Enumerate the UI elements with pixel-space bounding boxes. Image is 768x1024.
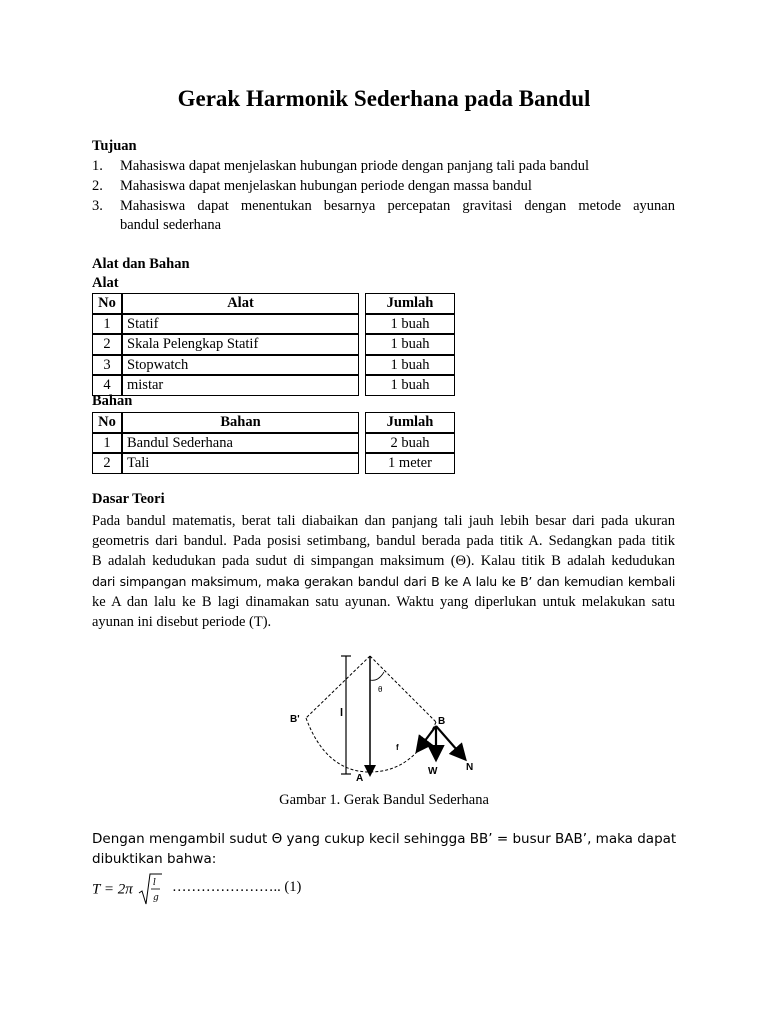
- tujuan-item-2-number: 2.: [92, 178, 103, 194]
- dasar-teori-paragraph: [92, 511, 675, 632]
- paragraph-line: dibuktikan bahwa:: [92, 851, 217, 867]
- header-no: No: [92, 293, 122, 314]
- row-no: 3: [92, 355, 122, 376]
- table-row: [92, 375, 455, 396]
- row-jumlah: 1 buah: [365, 375, 455, 396]
- header-jumlah: Jumlah: [365, 293, 455, 314]
- row-jumlah: 2 buah: [365, 433, 455, 454]
- row-bahan: Tali: [122, 453, 359, 474]
- row-no: 2: [92, 334, 122, 355]
- pendulum-diagram: [286, 650, 486, 782]
- paragraph-line: Dengan mengambil sudut Θ yang cukup kecil sehingga BB’ = busur BAB’, maka dapat: [92, 831, 677, 847]
- label-b-prime: B': [290, 714, 300, 725]
- label-n: N: [466, 762, 474, 773]
- row-no: 4: [92, 375, 122, 396]
- swing-arc: [306, 718, 436, 772]
- header-jumlah: Jumlah: [365, 412, 455, 433]
- fraction-denominator: g: [153, 893, 160, 903]
- label-w: W: [428, 766, 438, 777]
- dasar-teori-heading: Dasar Teori: [92, 491, 165, 507]
- row-jumlah: 1 meter: [365, 453, 455, 474]
- row-no: 1: [92, 433, 122, 454]
- row-no: 1: [92, 314, 122, 335]
- normal-arrow: [436, 726, 464, 758]
- table-header-row: [92, 293, 455, 314]
- table-row: [92, 433, 455, 454]
- row-jumlah: 1 buah: [365, 314, 455, 335]
- row-jumlah: 1 buah: [365, 355, 455, 376]
- label-theta: θ: [378, 685, 383, 694]
- row-alat: mistar: [122, 375, 359, 396]
- row-alat: Statif: [122, 314, 359, 335]
- row-alat: Skala Pelengkap Statif: [122, 334, 359, 355]
- tujuan-item-2-text: Mahasiswa dapat menjelaskan hubungan periode dengan massa bandul: [120, 178, 532, 194]
- row-bahan: Bandul Sederhana: [122, 433, 359, 454]
- header-alat: Alat: [122, 293, 359, 314]
- table-row: [92, 355, 455, 376]
- row-no: 2: [92, 453, 122, 474]
- paragraph-line: ke A dan lalu ke B lagi dinamakan satu ayunan. Waktu yang diperlukan untuk melakukan satu: [92, 593, 675, 610]
- header-no: No: [92, 412, 122, 433]
- paragraph-line: ayunan ini disebut periode (T).: [92, 613, 272, 630]
- tujuan-item-3-text-line1: Mahasiswa dapat menentukan besarnya percepatan gravitasi dengan metode ayunan: [120, 198, 675, 214]
- label-a: A: [356, 773, 364, 782]
- figure-caption: Gambar 1. Gerak Bandul Sederhana: [279, 792, 489, 808]
- row-alat: Stopwatch: [122, 355, 359, 376]
- header-bahan: Bahan: [122, 412, 359, 433]
- tujuan-item-1-text: Mahasiswa dapat menjelaskan hubungan priode dengan panjang tali pada bandul: [120, 158, 590, 174]
- table-row: [92, 453, 455, 474]
- sqrt-fraction: [138, 873, 162, 907]
- tujuan-item-3-text-line2: bandul sederhana: [120, 217, 222, 233]
- paragraph-line: Pada bandul matematis, berat tali diabaikan dan panjang tali jauh lebih besar dari pada ukuran: [92, 513, 675, 529]
- equation-number: ………………….. (1): [172, 879, 302, 895]
- label-length: l: [340, 707, 344, 719]
- tangential-force-arrow: [418, 726, 436, 750]
- bahan-heading: Bahan: [92, 393, 133, 409]
- theta-arc: [370, 672, 384, 680]
- tujuan-item-3-number: 3.: [92, 198, 103, 214]
- tujuan-item-1-number: 1.: [92, 158, 103, 174]
- page-title: Gerak Harmonik Sederhana pada Bandul: [177, 86, 591, 111]
- formula-lhs: T = 2π: [92, 881, 133, 898]
- row-jumlah: 1 buah: [365, 334, 455, 355]
- paragraph-line: dari simpangan maksimum, maka gerakan bandul dari B ke A lalu ke B’ dan kemudian kembali: [92, 573, 675, 589]
- label-f: f: [396, 743, 399, 752]
- tujuan-heading: Tujuan: [92, 138, 137, 154]
- paragraph-line: geometris dari bandul. Pada posisi setimbang, bandul berada pada titik A. Sedangkan pada titik: [92, 533, 675, 550]
- proof-paragraph: [92, 829, 675, 869]
- bahan-table: [92, 412, 455, 474]
- table-row: [92, 334, 455, 355]
- alat-table: [92, 293, 455, 396]
- fraction-numerator: l: [153, 878, 157, 888]
- alat-bahan-heading: Alat dan Bahan: [92, 256, 190, 272]
- string-b-prime: [306, 656, 370, 718]
- alat-heading: Alat: [92, 275, 119, 291]
- paragraph-line: B adalah kedudukan pada sudut di simpangan maksimum (Θ). Kalau titik B adalah kedudukan: [92, 553, 675, 570]
- label-b: B: [438, 716, 446, 727]
- table-row: [92, 314, 455, 335]
- period-formula: [92, 873, 162, 907]
- table-header-row: [92, 412, 455, 433]
